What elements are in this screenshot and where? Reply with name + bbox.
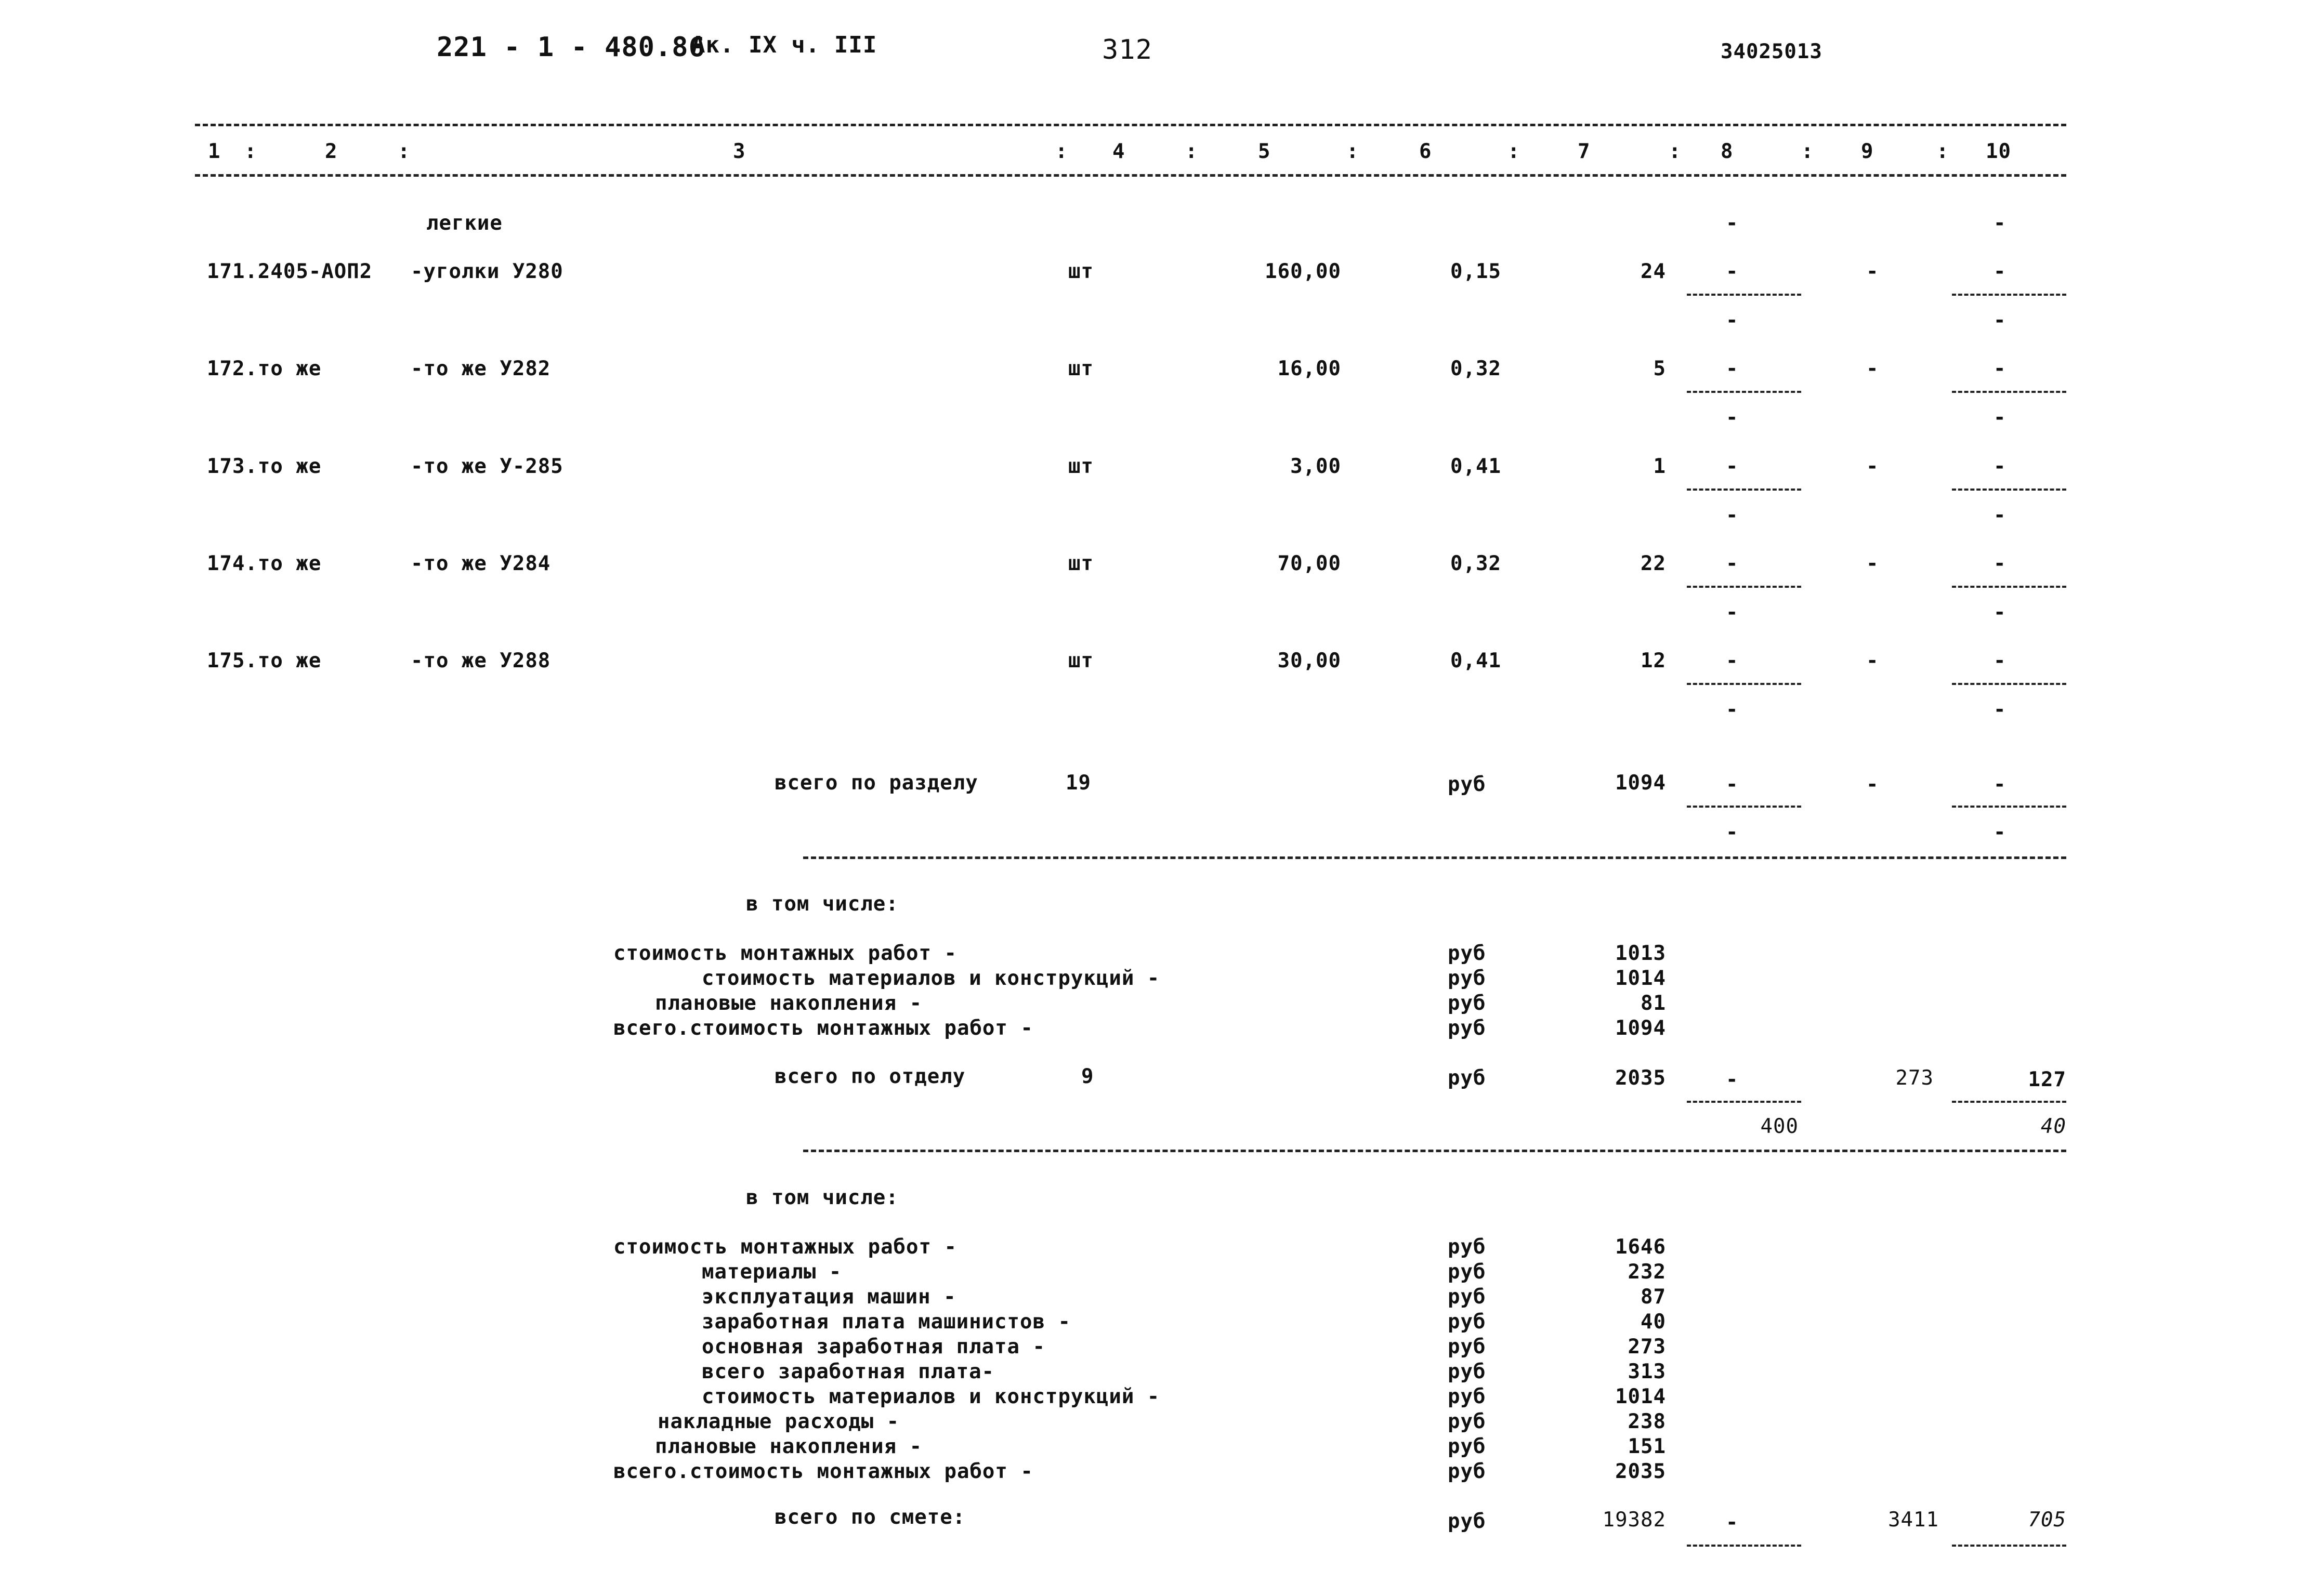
row-unit: шт: [1068, 552, 1094, 575]
breakdown-unit: руб: [1448, 1360, 1486, 1383]
breakdown-value: 40: [1641, 1310, 1666, 1334]
section-total-unit: руб: [1448, 773, 1486, 796]
cell-divider: [1687, 1101, 1801, 1103]
breakdown-label: накладные расходы -: [658, 1410, 900, 1433]
breakdown-unit: руб: [1448, 1335, 1486, 1358]
row-c8b: -: [1726, 309, 1739, 332]
row-c9: -: [1866, 552, 1879, 575]
department-rule: [803, 1150, 2066, 1152]
breakdown-unit: руб: [1448, 1435, 1486, 1458]
row-total: 5: [1653, 357, 1666, 380]
row-price: 0,15: [1450, 260, 1501, 283]
row-c10: -: [1994, 552, 2007, 575]
breakdown-label: плановые накопления -: [655, 992, 923, 1015]
breakdown-unit: руб: [1448, 942, 1486, 965]
cell-divider: [1687, 489, 1801, 491]
cell-divider: [1952, 391, 2066, 393]
section-total-c9: -: [1866, 773, 1879, 796]
cell-divider: [1687, 683, 1801, 685]
estimate-total-c8: -: [1726, 1511, 1739, 1534]
col-separator: :: [1055, 140, 1068, 163]
breakdown-unit: руб: [1448, 1260, 1486, 1284]
row-c10: -: [1994, 649, 2007, 672]
section-total-value: 1094: [1615, 771, 1666, 795]
col-header-10: 10: [1986, 140, 2011, 163]
row-c10: -: [1994, 260, 2007, 283]
dept-total-num: 9: [1081, 1065, 1094, 1088]
row-c10b: -: [1994, 309, 2007, 332]
dept-total-unit: руб: [1448, 1066, 1486, 1090]
col-separator: :: [1669, 140, 1682, 163]
breakdown-label: плановые накопления -: [655, 1435, 923, 1458]
section-total-c8b: -: [1726, 821, 1739, 844]
row-c10: -: [1994, 455, 2007, 478]
dept-total-c8b: 400: [1760, 1115, 1799, 1138]
breakdown-value: 81: [1641, 992, 1666, 1015]
cell-divider: [1952, 489, 2066, 491]
row-qty: 70,00: [1277, 552, 1341, 575]
breakdown-unit: руб: [1448, 1017, 1486, 1040]
estimate-total-label: всего по смете:: [775, 1506, 966, 1529]
section-total-label: всего по разделу: [775, 771, 978, 795]
section-rule: [803, 856, 2066, 859]
row-unit: шт: [1068, 260, 1094, 283]
breakdown-label: всего заработная плата-: [702, 1360, 995, 1383]
dept-total-c8: -: [1726, 1068, 1739, 1091]
estimate-total-unit: руб: [1448, 1510, 1486, 1533]
breakdown-unit: руб: [1448, 1385, 1486, 1408]
breakdown-label: стоимость монтажных работ -: [613, 1235, 957, 1259]
page-number: 312: [1102, 34, 1152, 65]
cell-divider: [1952, 1545, 2066, 1547]
row-c10b: -: [1994, 504, 2007, 527]
col-separator: :: [244, 140, 257, 163]
row-qty: 30,00: [1277, 649, 1341, 672]
breakdown-value: 1646: [1615, 1235, 1666, 1259]
estimate-total-value: 19382: [1602, 1508, 1666, 1532]
including-label: в том числе:: [746, 892, 899, 916]
cell-c10: -: [1994, 212, 2007, 235]
col-separator: :: [1346, 140, 1359, 163]
col-header-3: 3: [733, 140, 746, 163]
row-price: 0,41: [1450, 455, 1501, 478]
col-separator: :: [1801, 140, 1814, 163]
breakdown-label: заработная плата машинистов -: [702, 1310, 1071, 1334]
row-code: 171.2405-АОП2: [207, 260, 373, 283]
row-price: 0,32: [1450, 357, 1501, 380]
section-total-c10: -: [1994, 773, 2007, 796]
row-total: 12: [1641, 649, 1666, 672]
row-name: -то же У288: [411, 649, 551, 672]
dept-total-c9: 273: [1895, 1066, 1934, 1090]
breakdown-label: основная заработная плата -: [702, 1335, 1045, 1358]
estimate-total-c10: 705: [2028, 1508, 2066, 1532]
breakdown-label: стоимость монтажных работ -: [613, 942, 957, 965]
cell-divider: [1687, 294, 1801, 296]
row-total: 1: [1653, 455, 1666, 478]
breakdown-unit: руб: [1448, 967, 1486, 990]
breakdown-value: 1014: [1615, 967, 1666, 990]
cell-c8: -: [1726, 212, 1739, 235]
row-c8: -: [1726, 357, 1739, 380]
row-total: 22: [1641, 552, 1666, 575]
row-c8b: -: [1726, 601, 1739, 624]
row-c9: -: [1866, 649, 1879, 672]
breakdown-label: всего.стоимость монтажных работ -: [613, 1017, 1033, 1040]
row-qty: 16,00: [1277, 357, 1341, 380]
breakdown-value: 238: [1628, 1410, 1666, 1433]
breakdown-unit: руб: [1448, 1235, 1486, 1259]
row-name: -то же У282: [411, 357, 551, 380]
dept-total-c10: 127: [2028, 1068, 2066, 1091]
table-top-rule: [195, 124, 2066, 126]
col-header-7: 7: [1578, 140, 1591, 163]
cell-divider: [1687, 806, 1801, 808]
breakdown-value: 232: [1628, 1260, 1666, 1284]
row-unit: шт: [1068, 455, 1094, 478]
section-total-c8: -: [1726, 773, 1739, 796]
row-total: 24: [1641, 260, 1666, 283]
section-total-num: 19: [1066, 771, 1091, 795]
col-header-5: 5: [1258, 140, 1271, 163]
row-c9: -: [1866, 260, 1879, 283]
cell-divider: [1952, 806, 2066, 808]
col-separator: :: [398, 140, 411, 163]
cell-divider: [1952, 586, 2066, 588]
breakdown-value: 1014: [1615, 1385, 1666, 1408]
group-label: легкие: [426, 212, 503, 235]
estimate-total-c9: 3411: [1888, 1508, 1939, 1532]
row-code: 172.то же: [207, 357, 322, 380]
cell-divider: [1952, 1101, 2066, 1103]
cell-divider: [1687, 1545, 1801, 1547]
document-id: 34025013: [1721, 40, 1822, 63]
row-c9: -: [1866, 455, 1879, 478]
row-c10: -: [1994, 357, 2007, 380]
row-unit: шт: [1068, 357, 1094, 380]
row-code: 174.то же: [207, 552, 322, 575]
breakdown-label: материалы -: [702, 1260, 842, 1284]
cell-divider: [1952, 294, 2066, 296]
cell-divider: [1687, 586, 1801, 588]
col-header-9: 9: [1861, 140, 1874, 163]
breakdown-unit: руб: [1448, 1285, 1486, 1309]
breakdown-value: 273: [1628, 1335, 1666, 1358]
row-c10b: -: [1994, 406, 2007, 429]
breakdown-unit: руб: [1448, 1410, 1486, 1433]
breakdown-value: 313: [1628, 1360, 1666, 1383]
row-c8: -: [1726, 260, 1739, 283]
cell-divider: [1687, 391, 1801, 393]
row-c8b: -: [1726, 504, 1739, 527]
row-c9: -: [1866, 357, 1879, 380]
breakdown-value: 2035: [1615, 1460, 1666, 1483]
row-code: 175.то же: [207, 649, 322, 672]
row-c8b: -: [1726, 698, 1739, 721]
breakdown-label: всего.стоимость монтажных работ -: [613, 1460, 1033, 1483]
cell-divider: [1952, 683, 2066, 685]
breakdown-label: эксплуатация машин -: [702, 1285, 956, 1309]
including-label: в том числе:: [746, 1186, 899, 1209]
row-c10b: -: [1994, 698, 2007, 721]
col-header-4: 4: [1112, 140, 1125, 163]
dept-total-label: всего по отделу: [775, 1065, 966, 1088]
breakdown-label: стоимость материалов и конструкций -: [702, 967, 1160, 990]
col-header-2: 2: [325, 140, 338, 163]
breakdown-unit: руб: [1448, 1310, 1486, 1334]
row-c8: -: [1726, 552, 1739, 575]
col-header-8: 8: [1721, 140, 1734, 163]
row-price: 0,32: [1450, 552, 1501, 575]
row-name: -уголки У280: [411, 260, 563, 283]
col-separator: :: [1185, 140, 1198, 163]
dept-total-value: 2035: [1615, 1066, 1666, 1090]
breakdown-value: 1013: [1615, 942, 1666, 965]
row-code: 173.то же: [207, 455, 322, 478]
album-reference: Ак. IX ч. III: [691, 32, 877, 58]
col-separator: :: [1507, 140, 1520, 163]
row-c8b: -: [1726, 406, 1739, 429]
row-qty: 3,00: [1290, 455, 1341, 478]
section-total-c10b: -: [1994, 821, 2007, 844]
row-c10b: -: [1994, 601, 2007, 624]
row-qty: 160,00: [1265, 260, 1341, 283]
row-c8: -: [1726, 649, 1739, 672]
breakdown-unit: руб: [1448, 992, 1486, 1015]
breakdown-value: 151: [1628, 1435, 1666, 1458]
row-price: 0,41: [1450, 649, 1501, 672]
row-unit: шт: [1068, 649, 1094, 672]
breakdown-unit: руб: [1448, 1460, 1486, 1483]
document-code: 221 - 1 - 480.86: [437, 32, 705, 63]
col-header-6: 6: [1419, 140, 1432, 163]
breakdown-value: 87: [1641, 1285, 1666, 1309]
col-separator: :: [1936, 140, 1949, 163]
row-c8: -: [1726, 455, 1739, 478]
dept-total-c10b: 40: [2041, 1115, 2066, 1138]
breakdown-value: 1094: [1615, 1017, 1666, 1040]
row-name: -то же У284: [411, 552, 551, 575]
row-name: -то же У-285: [411, 455, 563, 478]
breakdown-label: стоимость материалов и конструкций -: [702, 1385, 1160, 1408]
table-header-rule: [195, 174, 2066, 177]
col-header-1: 1: [208, 140, 221, 163]
